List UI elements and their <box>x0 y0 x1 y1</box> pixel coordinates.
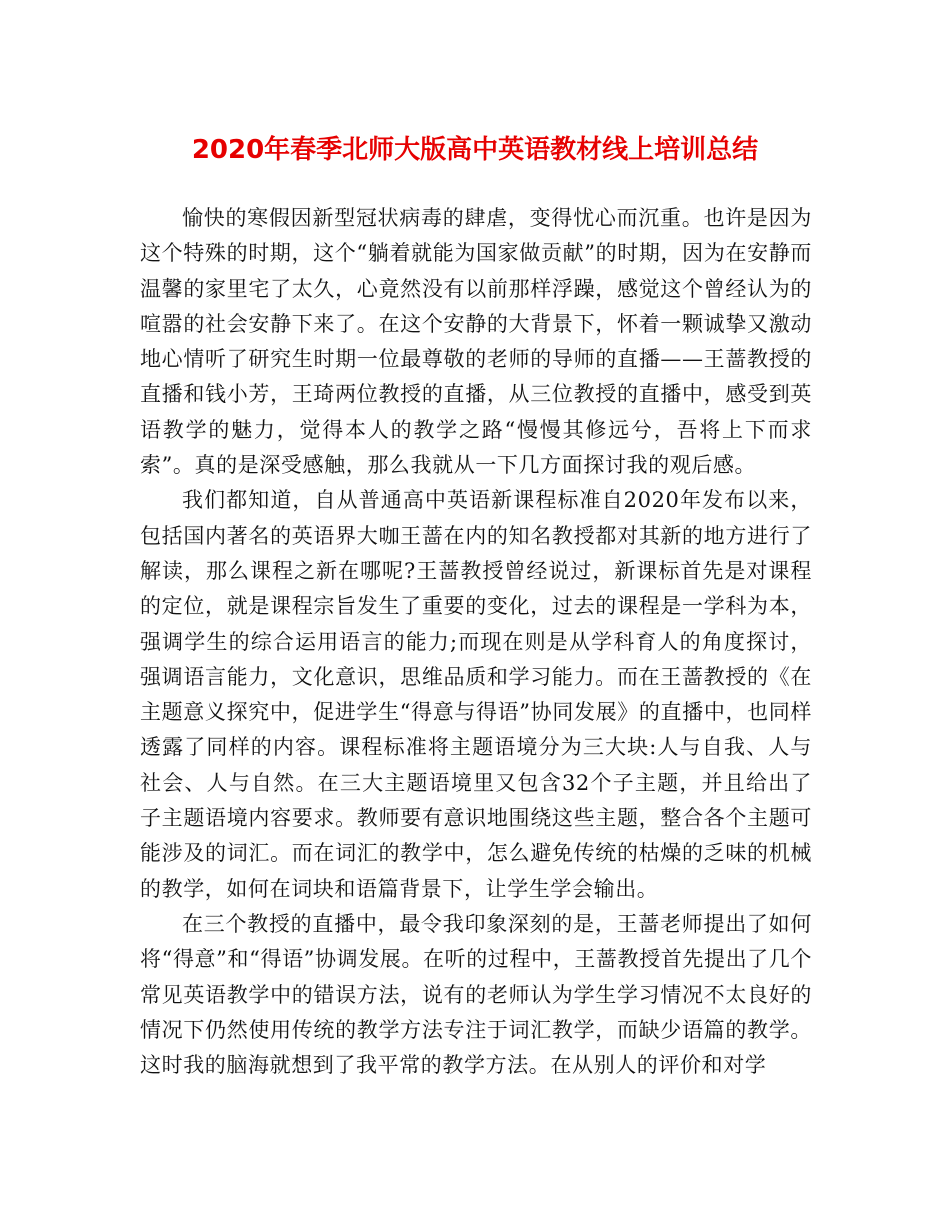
paragraph-2: 我们都知道，自从普通高中英语新课程标准自2020年发布以来，包括国内著名的英语界大咖王蔷在内的知名教授都对其新的地方进行了解读，那么课程之新在哪呢?王蔷教授曾经说过，新课标首先是对课程的定位，就是课程宗旨发生了重要的变化，过去的课程是一学科为本，强调学生的综合运用语言的能力;而现在则是从学科育人的角度探讨，强调语言能力，文化意识，思维品质和学习能力。而在王蔷教授的《在主题意义探究中，促进学生“得意与得语”协同发展》的直播中，也同样透露了同样的内容。课程标准将主题语境分为三大块:人与自我、人与社会、人与自然。在三大主题语境里又包含32个子主题，并且给出了子主题语境内容要求。教师要有意识地围绕这些主题，整合各个主题可能涉及的词汇。而在词汇的教学中，怎么避免传统的枯燥的乏味的机械的教学，如何在词块和语篇背景下，让学生学会输出。 <box>140 488 812 901</box>
document-body <box>140 201 812 1083</box>
document-title: 2020年春季北师大版高中英语教材线上培训总结 <box>191 135 759 165</box>
paragraph-1: 愉快的寒假因新型冠状病毒的肆虐，变得忧心而沉重。也许是因为这个特殊的时期，这个“躺着就能为国家做贡献”的时期，因为在安静而温馨的家里宅了太久，心竟然没有以前那样浮躁，感觉这个曾经认为的喧嚣的社会安静下来了。在这个安静的大背景下，怀着一颗诚挚又激动地心情听了研究生时期一位最尊敬的老师的导师的直播——王蔷教授的直播和钱小芳，王琦两位教授的直播，从三位教授的直播中，感受到英语教学的魅力，觉得本人的教学之路“慢慢其修远兮，吾将上下而求索”。真的是深受感触，那么我就从一下几方面探讨我的观后感。 <box>140 206 812 478</box>
paragraph-3: 在三个教授的直播中，最令我印象深刻的是，王蔷老师提出了如何将“得意”和“得语”协调发展。在听的过程中，王蔷教授首先提出了几个常见英语教学中的错误方法，说有的老师认为学生学习情况不太良好的情况下仍然使用传统的教学方法专注于词汇教学，而缺少语篇的教学。这时我的脑海就想到了我平常的教学方法。在从别人的评价和对学 <box>140 911 812 1078</box>
